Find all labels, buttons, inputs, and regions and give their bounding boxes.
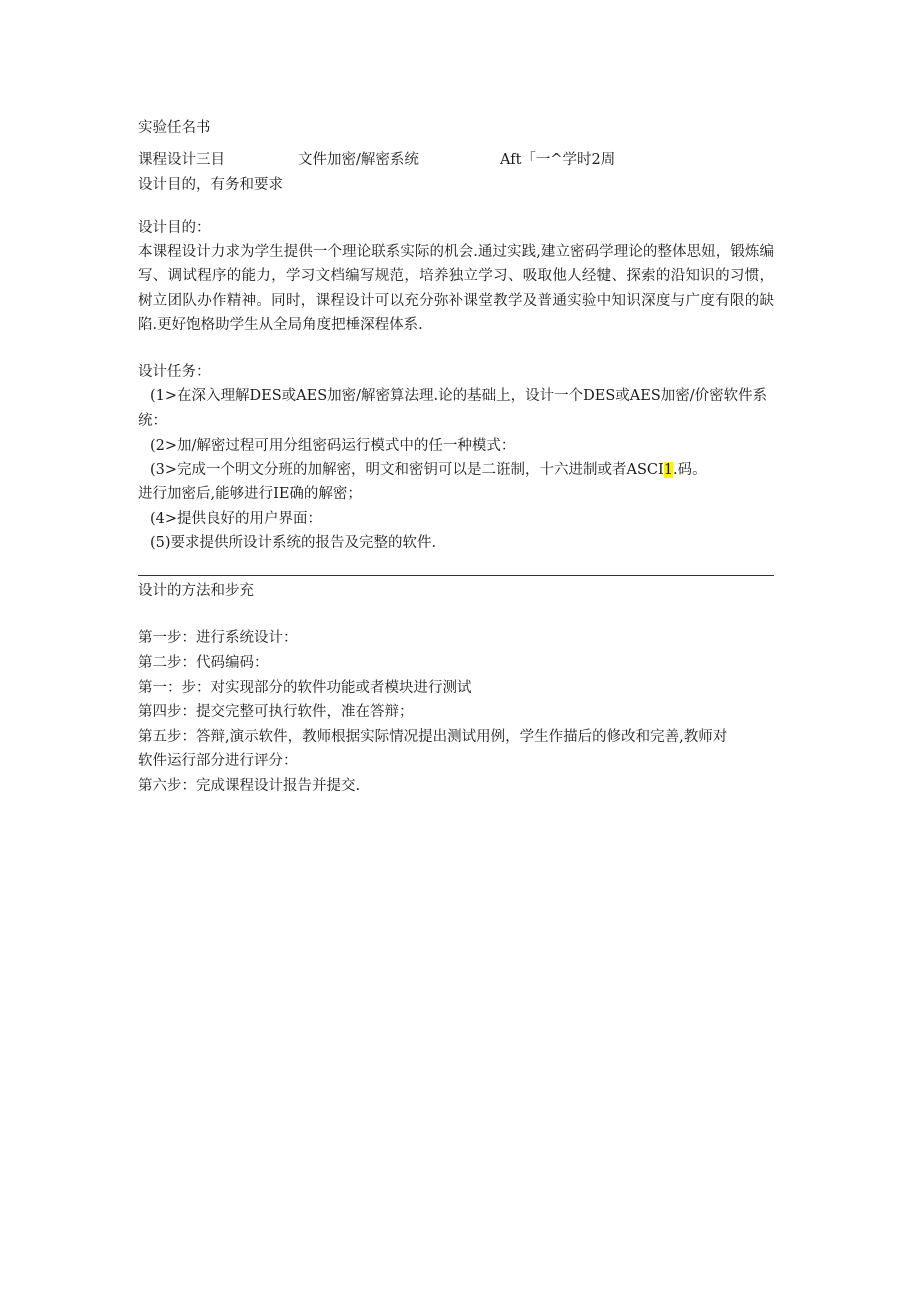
purpose-body: 本课程设计力求为学生提供一个理论联系实际的机会.通过实践,建立密码学理论的整体思妞，锻炼编写、调试程序的能力，学习文档编写规范，培养独立学习、吸取他人经犍、探索的沿知识的习惯，树立团队办作精神。同时，课程设计可以充分弥补课堂教学及普通实验中知识深度与广度有限的缺陷.更好饱格助学生从全局角度把棰深程体系.: [138, 244, 774, 334]
task-5: (5)要求提供所设计系统的报告及完整的软件.: [150, 535, 437, 551]
task-4: (4>提供良好的用户界面：: [150, 511, 323, 527]
task-1-line-2: 统：: [138, 413, 167, 429]
course-info-row: [138, 150, 774, 170]
task-3-text-post: .码。: [673, 462, 707, 478]
tasks-heading: 设计任务：: [138, 364, 211, 380]
course-hours: Aft「一^学时2周: [500, 152, 616, 168]
step-3: 第一：步：对实现部分的软件功能或者模块进行测试: [138, 680, 472, 696]
doc-title: 实验任名书: [138, 120, 211, 136]
course-topic: 文件加密/解密系统: [298, 152, 419, 168]
step-2: 第二步：代码编码：: [138, 655, 269, 671]
step-5-line-1: 第五步：答辩,演示软件，教师根据实际情况提出测试用例，学生作描后的修改和完善,教师对: [138, 729, 728, 745]
task-3-line-1: [150, 460, 707, 480]
step-6: 第六步：完成课程设计报告并提交.: [138, 778, 361, 794]
section-divider: [138, 575, 774, 576]
doc-subtitle: 设计目的，有务和要求: [138, 177, 283, 193]
task-1-line-1: (1>在深入理解DES或AES加密/解密算法理.论的基础上，设计一个DES或AES加密/价密软件系: [150, 388, 768, 404]
task-3-text-pre: (3>完成一个明文分班的加解密，明文和密钥可以是二诳制，十六进制或者ASCI: [150, 462, 664, 478]
purpose-heading: 设计目的：: [138, 220, 211, 236]
task-3-line-2: 进行加密后,能够进行IE确的解密；: [138, 486, 362, 502]
method-heading: 设计的方法和步充: [138, 583, 254, 599]
course-label: 课程设计三目: [138, 152, 225, 168]
step-1: 第一步：进行系统设计：: [138, 630, 298, 646]
task-2: (2>加/解密过程可用分组密码运行模式中的任一种模式：: [150, 438, 516, 454]
step-5-line-2: 软件运行部分进行评分：: [138, 753, 298, 769]
highlight-mark: 1: [663, 462, 673, 478]
step-4: 第四步：提交完整可执行软件，准在答辩；: [138, 704, 414, 720]
